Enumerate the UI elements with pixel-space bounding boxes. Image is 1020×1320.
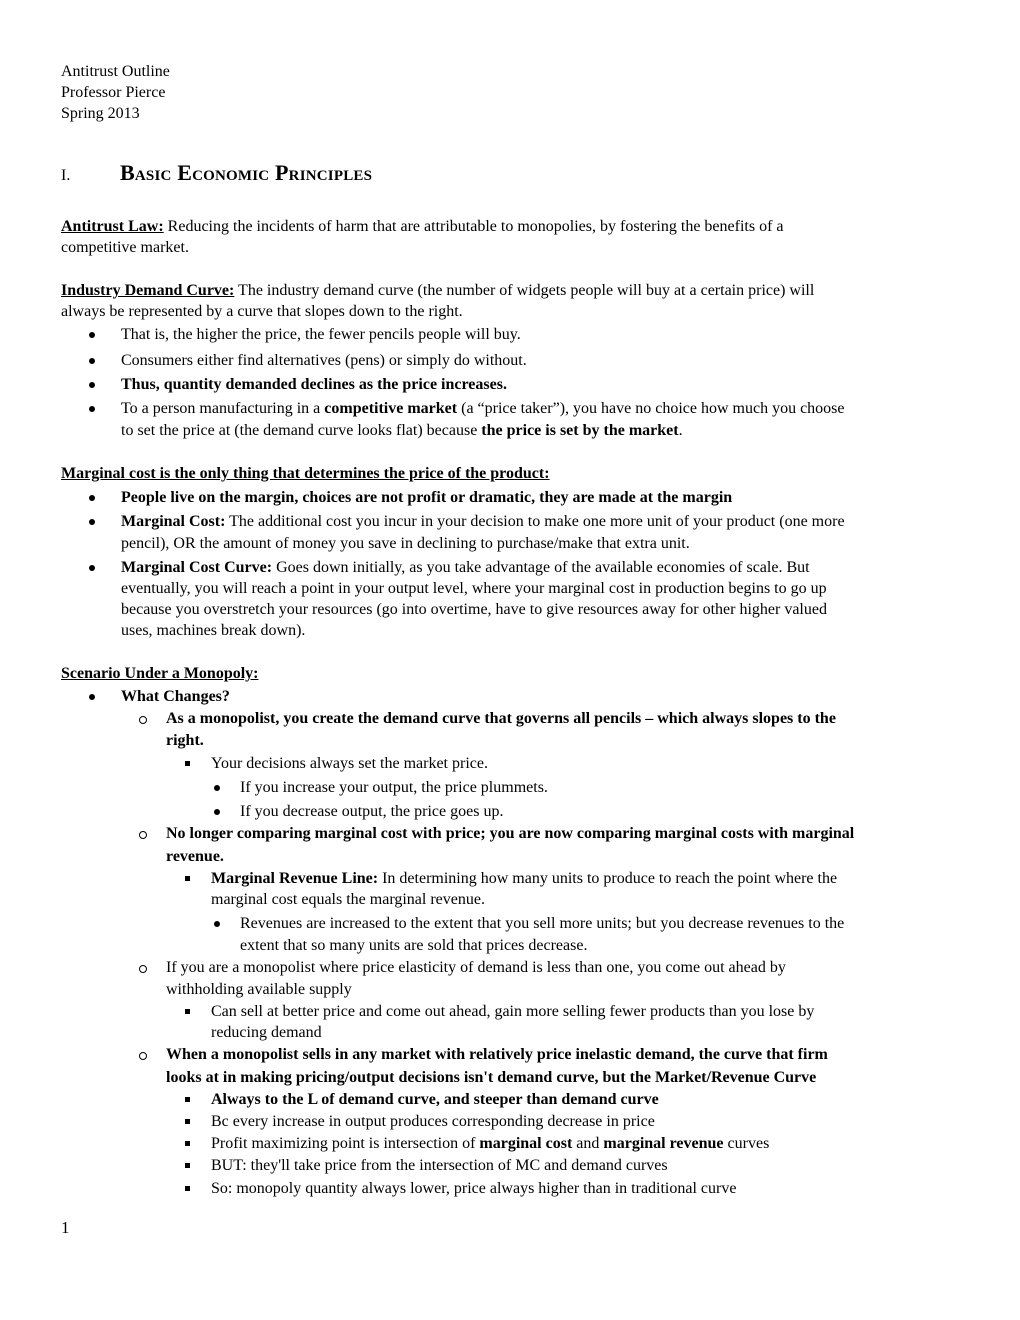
- text: To a person manufacturing in a: [121, 400, 325, 417]
- text: curves: [723, 1135, 770, 1152]
- text: (a “price taker”), you have no choice how much you choose: [457, 400, 845, 417]
- list-item: As a monopolist, you create the demand curve that governs all pencils – which always slopes to the: [166, 710, 836, 727]
- bullet-icon: [87, 511, 97, 533]
- list-item-continued: reducing demand: [211, 1024, 322, 1041]
- list-item: People live on the margin, choices are not profit or dramatic, they are made at the margin: [121, 489, 733, 506]
- square-bullet-icon: [183, 1155, 193, 1177]
- list-item: That is, the higher the price, the fewer pencils people will buy.: [121, 326, 521, 343]
- bullet-icon: [87, 557, 97, 579]
- list-item-continued: uses, machines break down).: [121, 622, 306, 639]
- list-item: If you decrease output, the price goes up.: [240, 803, 504, 820]
- list-item: So: monopoly quantity always lower, price always higher than in traditional curve: [211, 1180, 737, 1197]
- list-item-continued: pencil), OR the amount of money you save in declining to purchase/make that extra unit.: [121, 535, 690, 552]
- list-item-continued: [121, 420, 683, 442]
- bullet-icon: [212, 801, 222, 823]
- list-item: What Changes?: [121, 688, 230, 705]
- list-item: If you are a monopolist where price elasticity of demand is less than one, you come out ahead by: [166, 959, 786, 976]
- bold-label: Marginal Cost:: [121, 513, 226, 530]
- list-item: Your decisions always set the market price.: [211, 755, 488, 772]
- bullet-icon: [212, 777, 222, 799]
- text: In determining how many units to produce to reach the point where the: [378, 870, 838, 887]
- circle-bullet-icon: [138, 823, 148, 845]
- bullet-icon: [87, 398, 97, 420]
- antitrust-law-text: Reducing the incidents of harm that are attributable to monopolies, by fostering the benefits of a: [163, 218, 784, 235]
- antitrust-law-label: Antitrust Law:: [61, 218, 164, 235]
- list-item-continued: because you overstretch your resources (go into overtime, have to give resources away for other higher valued: [121, 601, 827, 618]
- bold-text: marginal revenue: [603, 1135, 724, 1152]
- list-item: [121, 511, 845, 533]
- bullet-icon: [87, 350, 97, 372]
- section-number: I.: [61, 167, 71, 184]
- demand-curve-paragraph: [61, 280, 814, 302]
- list-item: Always to the L of demand curve, and steeper than demand curve: [211, 1091, 659, 1108]
- page-number: 1: [61, 1218, 70, 1237]
- list-item: No longer comparing marginal cost with price; you are now comparing marginal costs with marginal: [166, 825, 855, 842]
- list-item: [211, 1133, 769, 1155]
- demand-curve-text: The industry demand curve (the number of widgets people will buy at a certain price) will: [234, 282, 815, 299]
- bullet-icon: [87, 487, 97, 509]
- bold-label: Marginal Cost Curve:: [121, 559, 273, 576]
- list-item: Revenues are increased to the extent that you sell more units; but you decrease revenues to the: [240, 915, 845, 932]
- text: and: [572, 1135, 604, 1152]
- list-item: If you increase your output, the price plummets.: [240, 779, 548, 796]
- bold-text: competitive market: [324, 400, 458, 417]
- demand-curve-text-2: always be represented by a curve that slopes down to the right.: [61, 303, 463, 320]
- list-item-continued: revenue.: [166, 848, 224, 865]
- bullet-icon: [212, 913, 222, 935]
- list-item-continued: right.: [166, 732, 204, 749]
- bold-text: marginal cost: [479, 1135, 573, 1152]
- section-title: Basic Economic Principles: [120, 160, 373, 185]
- square-bullet-icon: [183, 1001, 193, 1023]
- list-item: Thus, quantity demanded declines as the price increases.: [121, 376, 507, 393]
- list-item-continued: extent that so many units are sold that prices decrease.: [240, 937, 588, 954]
- document-title: Antitrust Outline: [61, 63, 170, 80]
- bullet-icon: [87, 374, 97, 396]
- list-item: Bc every increase in output produces corresponding decrease in price: [211, 1113, 655, 1130]
- list-item: Can sell at better price and come out ahead, gain more selling fewer products than you lose by: [211, 1003, 815, 1020]
- list-item: [211, 868, 837, 890]
- square-bullet-icon: [183, 1178, 193, 1200]
- term: Spring 2013: [61, 105, 140, 122]
- bold-text: the price is set by the market: [481, 422, 679, 439]
- list-item-continued: withholding available supply: [166, 981, 352, 998]
- text: The additional cost you incur in your decision to make one more unit of your product (one more: [225, 513, 845, 530]
- text: Profit maximizing point is intersection of: [211, 1135, 480, 1152]
- bold-label: Marginal Revenue Line:: [211, 870, 379, 887]
- section-heading: [61, 158, 372, 191]
- circle-bullet-icon: [138, 708, 148, 730]
- list-item-continued: eventually, you will reach a point in your output level, where your marginal cost in production begins to go up: [121, 580, 827, 597]
- list-item: BUT: they'll take price from the intersection of MC and demand curves: [211, 1157, 668, 1174]
- square-bullet-icon: [183, 1089, 193, 1111]
- list-item: When a monopolist sells in any market with relatively price inelastic demand, the curve that firm: [166, 1046, 828, 1063]
- list-item: [121, 557, 810, 579]
- list-item: [121, 398, 845, 420]
- antitrust-law-text-2: competitive market.: [61, 239, 189, 256]
- square-bullet-icon: [183, 1111, 193, 1133]
- square-bullet-icon: [183, 753, 193, 775]
- square-bullet-icon: [183, 1133, 193, 1155]
- list-item-continued: looks at in making pricing/output decisions isn't demand curve, but the Market/Revenue Curve: [166, 1069, 817, 1086]
- demand-curve-label: Industry Demand Curve:: [61, 282, 235, 299]
- circle-bullet-icon: [138, 957, 148, 979]
- list-item: Consumers either find alternatives (pens) or simply do without.: [121, 352, 527, 369]
- bullet-icon: [87, 324, 97, 346]
- list-item-continued: marginal cost equals the marginal revenue.: [211, 891, 485, 908]
- professor-name: Professor Pierce: [61, 84, 166, 101]
- text: .: [678, 422, 683, 439]
- text: Goes down initially, as you take advantage of the available economies of scale. But: [272, 559, 810, 576]
- antitrust-law-paragraph: [61, 216, 784, 238]
- square-bullet-icon: [183, 868, 193, 890]
- circle-bullet-icon: [138, 1044, 148, 1066]
- marginal-cost-heading: Marginal cost is the only thing that determines the price of the product:: [61, 465, 550, 482]
- text: to set the price at (the demand curve looks flat) because: [121, 422, 482, 439]
- monopoly-heading: Scenario Under a Monopoly:: [61, 665, 259, 682]
- bullet-icon: [87, 686, 97, 708]
